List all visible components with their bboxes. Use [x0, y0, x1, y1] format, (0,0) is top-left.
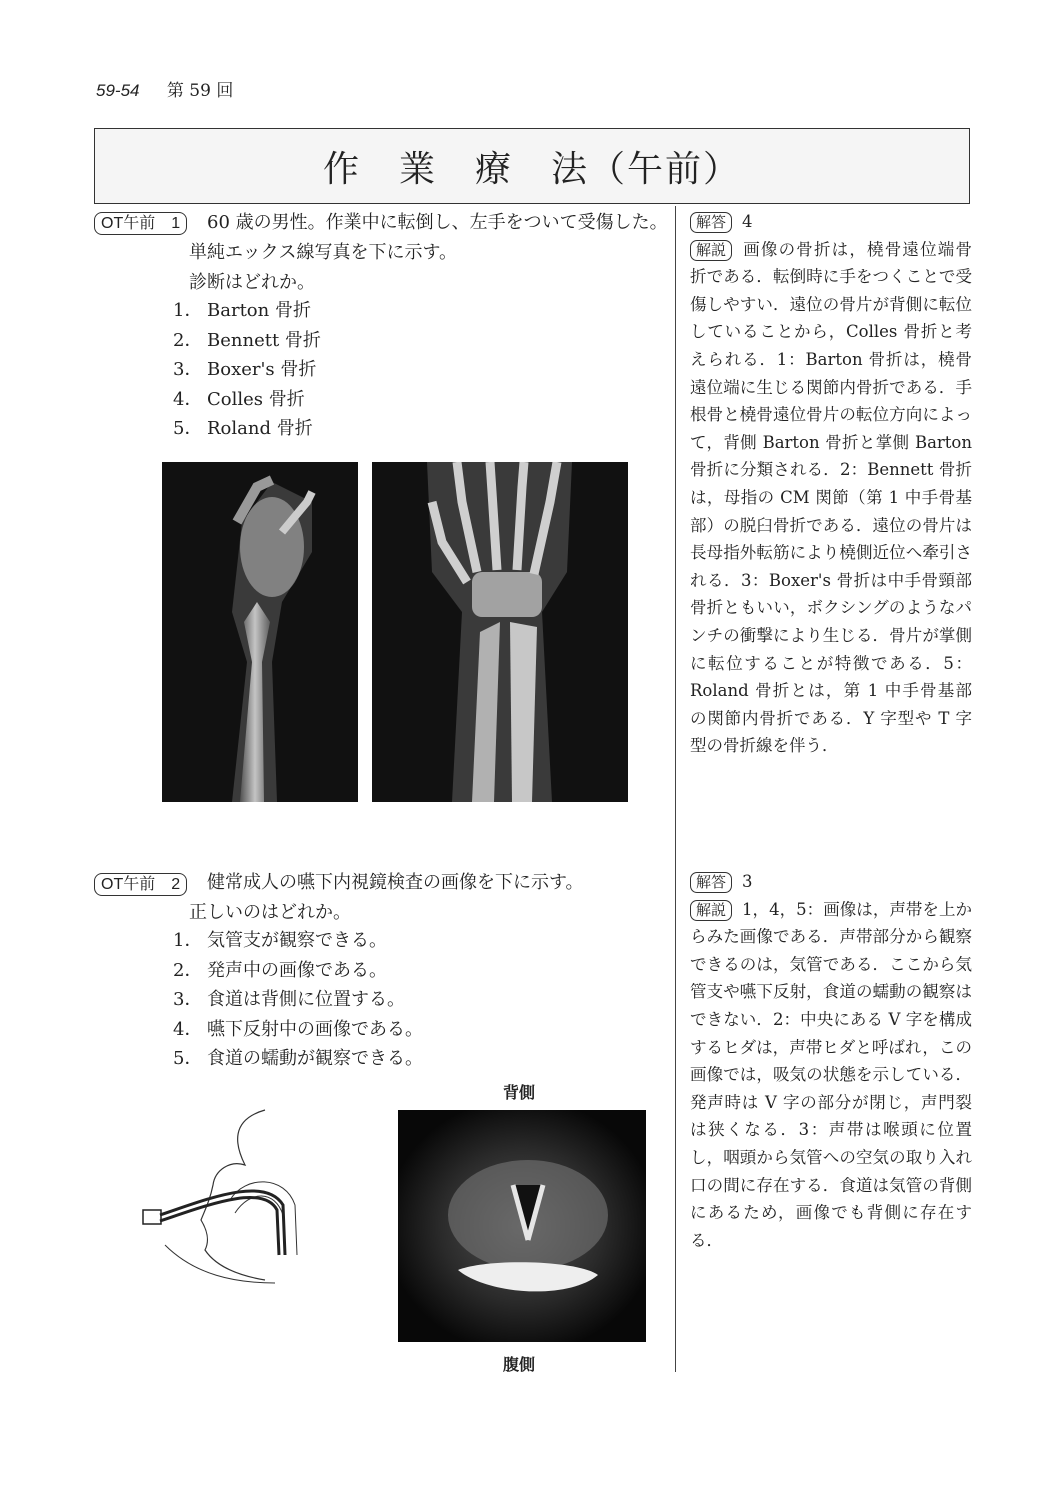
page-number: 59-54 [96, 81, 140, 100]
q2-line: 健常成人の嚥下内視鏡検査の画像を下に示す。 [207, 872, 584, 893]
q1-options [173, 296, 321, 444]
q2-line: 正しいのはどれか。 [189, 902, 351, 923]
q1-option-2[interactable]: 2． Bennett 骨折 [173, 329, 321, 351]
column-divider [675, 206, 676, 1372]
q2-option-2[interactable]: 2． 発声中の画像である。 [173, 959, 387, 981]
label-ventral: 腹側 [503, 1357, 536, 1374]
q1-line: 単純エックス線写真を下に示す。 [189, 242, 458, 263]
q2-answer-tag: 解答 [690, 872, 732, 893]
q2-explanation: 1，4，5：画像は，声帯を上からみた画像である．声帯部分から観察できるのは，気管である．ここから気管支や嚥下反射，食道の蠕動の観察はできない．2：中央にある V 字を構成するヒダは，声帯ヒダと呼ばれ，この画像では，吸気の状態を示している．発声時は V 字の部分が閉じ，声門裂は狭くなる．3：声帯は喉頭に位置し，咽頭から気管への空気の取り入れ口の間に存在する．食道は気管の背側にあるため，画像でも背側に存在する． [690, 899, 972, 1250]
q2-explanation-tag: 解説 [690, 900, 732, 921]
q2-tag: OT午前 2 [94, 873, 187, 896]
q1-stem [207, 208, 677, 238]
q1-line: 診断はどれか。 [189, 272, 315, 293]
q1-explanation: 画像の骨折は，橈骨遠位端骨折である．転倒時に手をつくことで受傷しやすい．遠位の骨片が背側に転位していることから，Colles 骨折と考えられる．1：Barton 骨折は，橈骨遠位端に生じる関節内骨折である．手根骨と橈骨遠位骨片の転位方向によって，背側 Barton 骨折と掌側 Barton 骨折に分類される．2：Bennett 骨折は，母指の CM 関節（第 1 中手骨基部）の脱臼骨折である．遠位の骨片は長母指外転筋により橈側近位へ牽引される．3：Boxer's 骨折は中手骨頸部骨折ともいい，ボクシングのようなパンチの衝撃により生じる．骨片が掌側に転位することが特徴である．5：Roland 骨折とは，第 1 中手骨基部の関節内骨折である．Y 字型や T 字型の骨折線を伴う． [690, 239, 972, 756]
q2-answer: 3 [742, 872, 753, 891]
q2-option-3[interactable]: 3． 食道は背側に位置する。 [173, 989, 405, 1010]
q2-stem [207, 868, 677, 898]
endoscope-diagram [135, 1105, 305, 1285]
q1-answer-tag: 解答 [690, 212, 732, 233]
endoscopy-image [398, 1110, 646, 1342]
q2-explanation-block [690, 868, 972, 1254]
q2-stem-cont [189, 898, 659, 928]
q1-stem-cont [189, 238, 659, 298]
q2-option-1[interactable]: 1． 気管支が観察できる。 [173, 930, 387, 951]
section-title-box [94, 128, 970, 204]
xray-ap-image [372, 462, 628, 802]
q1-option-3[interactable]: 3． Boxer's 骨折 [173, 359, 317, 380]
q1-explanation-block [690, 208, 972, 760]
page-header [96, 76, 233, 101]
exam-number: 第 59 回 [166, 81, 234, 101]
q1-option-1[interactable]: 1． Barton 骨折 [173, 300, 311, 321]
q1-line: 60 歳の男性。作業中に転倒し、左手をついて受傷した。 [207, 212, 668, 233]
q2-option-4[interactable]: 4． 嚥下反射中の画像である。 [173, 1018, 423, 1040]
q1-option-4[interactable]: 4． Colles 骨折 [173, 388, 305, 410]
q1-option-5[interactable]: 5． Roland 骨折 [173, 418, 313, 439]
q1-explanation-tag: 解説 [690, 240, 732, 261]
q2-options [173, 926, 423, 1074]
q1-answer: 4 [742, 212, 753, 231]
xray-lateral-image [162, 462, 358, 802]
label-dorsal: 背側 [503, 1085, 536, 1102]
section-title: 作 業 療 法（午前） [322, 148, 741, 190]
q1-tag: OT午前 1 [94, 212, 187, 235]
q2-option-5[interactable]: 5． 食道の蠕動が観察できる。 [173, 1048, 423, 1069]
